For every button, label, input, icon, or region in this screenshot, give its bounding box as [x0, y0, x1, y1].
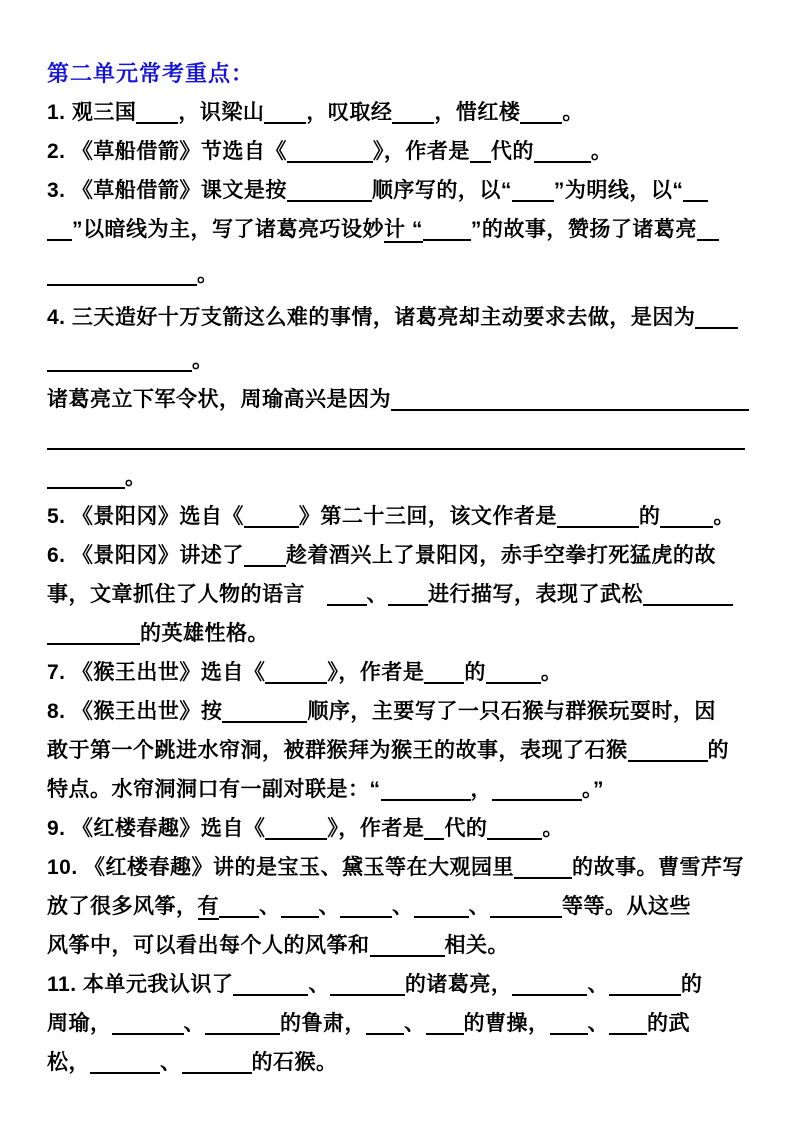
- fill-blank: [423, 236, 471, 241]
- text-segment: 有: [197, 895, 219, 918]
- text-segment: 3. 《草船借箭》课文是按: [47, 179, 287, 202]
- text-segment: 1. 观三国: [47, 101, 137, 124]
- text-segment: 敢于第一个跳进水帘洞，被群猴拜为猴王的故事，表现了石猴: [47, 739, 628, 762]
- text-segment: ”的故事，赞扬了诸葛亮: [470, 218, 697, 241]
- text-segment: 、: [366, 583, 388, 606]
- text-line: [47, 848, 745, 887]
- text-segment: 相关。: [444, 934, 509, 957]
- text-line: [47, 770, 745, 809]
- text-segment: 、: [259, 895, 281, 918]
- fill-blank: [47, 640, 140, 645]
- text-segment: 》，作者是: [372, 140, 470, 163]
- text-segment: 的: [464, 661, 486, 684]
- text-segment: 的故事。曹雪芹写: [572, 856, 745, 879]
- text-segment: 6. 《景阳冈》讲述了: [47, 544, 244, 567]
- fill-blank: [90, 1069, 160, 1074]
- text-segment: 特点。水帘洞洞口有一副对联是：“: [47, 778, 381, 801]
- fill-blank: [340, 913, 392, 918]
- fill-blank: [514, 874, 572, 879]
- text-segment: 的武: [647, 1012, 690, 1035]
- text-line: [47, 341, 745, 380]
- text-line: [47, 887, 745, 926]
- text-segment: ，叹取经: [306, 101, 393, 124]
- text-line: [47, 965, 745, 1004]
- text-segment: 7. 《猴王出世》选自《: [47, 661, 266, 684]
- fill-blank: [265, 679, 327, 684]
- fill-blank: [264, 119, 306, 124]
- text-line: [47, 93, 745, 132]
- text-segment: 计 “: [384, 218, 423, 241]
- text-segment: 的石猴。: [251, 1051, 338, 1074]
- fill-blank: [47, 236, 72, 241]
- fill-blank: [695, 324, 738, 329]
- text-segment: 。: [197, 263, 219, 286]
- text-segment: 、: [392, 895, 414, 918]
- fill-blank: [643, 601, 733, 606]
- text-segment: 顺序，主要写了一只石猴与群猴玩耍时，因: [307, 700, 716, 723]
- text-segment: 9. 《红楼春趣》选自《: [47, 817, 266, 840]
- text-segment: 10. 《红楼春趣》讲的是宝玉、黛玉等在大观园里: [47, 856, 515, 879]
- text-line: [47, 536, 745, 575]
- text-segment: 8. 《猴王出世》按: [47, 700, 223, 723]
- text-segment: 。: [562, 101, 584, 124]
- text-line: [47, 132, 745, 171]
- text-segment: 的英雄性格。: [140, 622, 269, 645]
- text-line: [47, 255, 745, 294]
- text-segment: 的: [707, 739, 729, 762]
- text-line: [47, 380, 745, 419]
- text-segment: ”以暗线为主，写了诸葛亮巧设妙: [72, 218, 384, 241]
- fill-blank: [487, 835, 542, 840]
- text-segment: 。: [192, 349, 214, 372]
- text-line: [47, 575, 745, 614]
- fill-blank: [381, 796, 471, 801]
- text-segment: 周瑜，: [47, 1012, 112, 1035]
- text-segment: 。: [713, 505, 735, 528]
- text-segment: 。: [542, 817, 564, 840]
- fill-blank: [330, 991, 405, 996]
- text-line: [47, 171, 745, 210]
- fill-blank: [660, 523, 713, 528]
- fill-blank: [486, 679, 541, 684]
- text-segment: ，惜红楼: [434, 101, 521, 124]
- text-line: [47, 731, 745, 770]
- text-segment: 松，: [47, 1051, 90, 1074]
- text-segment: 、: [308, 973, 330, 996]
- fill-blank: [222, 718, 307, 723]
- text-segment: 的: [680, 973, 703, 996]
- text-segment: 。: [540, 661, 563, 684]
- text-segment: 、: [160, 1051, 182, 1074]
- fill-blank: [557, 523, 639, 528]
- fill-blank: [47, 367, 192, 372]
- fill-blank: [47, 445, 745, 450]
- fill-blank: [534, 158, 591, 163]
- text-segment: 代的: [444, 817, 488, 840]
- fill-blank: [233, 991, 308, 996]
- fill-blank: [112, 1030, 184, 1035]
- text-segment: 的曹操，: [463, 1012, 550, 1035]
- text-segment: 的鲁肃，: [280, 1012, 366, 1035]
- text-segment: 》，作者是: [327, 661, 425, 684]
- text-segment: 、: [318, 895, 340, 918]
- text-segment: 、: [587, 1012, 609, 1035]
- text-segment: ”为明线，以“: [553, 179, 684, 202]
- fill-blank: [391, 406, 749, 411]
- text-segment: 事，文章抓住了人物的语言: [47, 583, 327, 606]
- text-segment: 2. 《草船借箭》节选自《: [47, 140, 287, 163]
- text-segment: 风筝中，可以看出每个人的风筝和: [47, 934, 370, 957]
- fill-blank: [392, 119, 434, 124]
- fill-blank: [492, 796, 582, 801]
- fill-blank: [550, 1030, 588, 1035]
- text-segment: 11. 本单元我认识了: [47, 973, 234, 996]
- text-segment: 顺序写的，以“: [371, 179, 512, 202]
- fill-blank: [182, 1069, 252, 1074]
- text-segment: 》第二十三回，该文作者是: [298, 505, 557, 528]
- fill-blank: [327, 601, 367, 606]
- fill-blank: [697, 236, 719, 241]
- text-segment: 放了很多风筝，: [47, 895, 198, 918]
- text-segment: 。: [590, 140, 613, 163]
- text-line: [47, 809, 745, 848]
- text-segment: 的: [638, 505, 661, 528]
- fill-blank: [414, 913, 469, 918]
- fill-blank: [512, 991, 587, 996]
- fill-blank: [512, 197, 554, 202]
- text-segment: ，: [470, 778, 492, 801]
- fill-blank: [470, 158, 491, 163]
- fill-blank: [244, 523, 299, 528]
- text-segment: 、: [468, 895, 490, 918]
- fill-blank: [370, 952, 445, 957]
- text-segment: 。”: [582, 778, 604, 801]
- fill-blank: [424, 835, 444, 840]
- text-segment: 诸葛亮立下军令状，周瑜高兴是因为: [47, 388, 391, 411]
- text-line: [47, 210, 745, 249]
- text-line: [47, 653, 745, 692]
- text-segment: 、: [404, 1012, 426, 1035]
- fill-blank: [424, 679, 464, 684]
- worksheet-body: [47, 93, 745, 1082]
- text-line: [47, 614, 745, 653]
- fill-blank: [47, 484, 125, 489]
- fill-blank: [490, 913, 562, 918]
- text-segment: 5. 《景阳冈》选自《: [47, 505, 244, 528]
- text-segment: 、: [183, 1012, 205, 1035]
- text-segment: 进行描写，表现了武松: [428, 583, 643, 606]
- fill-blank: [609, 991, 681, 996]
- text-segment: 、: [587, 973, 609, 996]
- fill-blank: [609, 1030, 647, 1035]
- fill-blank: [683, 197, 708, 202]
- text-segment: 》，作者是: [327, 817, 425, 840]
- fill-blank: [205, 1030, 280, 1035]
- text-segment: 4. 三天造好十万支箭这么难的事情，诸葛亮却主动要求去做，是因为: [47, 306, 696, 329]
- fill-blank: [47, 281, 197, 286]
- fill-blank: [366, 1030, 404, 1035]
- text-line: [47, 1043, 745, 1082]
- text-segment: 趁着酒兴上了景阳冈，赤手空拳打死猛虎的故: [285, 544, 716, 567]
- page-title: 第二单元常考重点：: [47, 61, 255, 86]
- fill-blank: [219, 913, 259, 918]
- fill-blank: [287, 158, 373, 163]
- fill-blank: [136, 119, 178, 124]
- text-line: [47, 419, 745, 458]
- text-segment: 的诸葛亮，: [404, 973, 513, 996]
- fill-blank: [281, 913, 319, 918]
- text-segment: 等等。从这些: [562, 895, 691, 918]
- text-segment: ，识梁山: [178, 101, 265, 124]
- text-line: [47, 298, 745, 337]
- text-segment: 代的: [490, 140, 534, 163]
- fill-blank: [287, 197, 372, 202]
- fill-blank: [388, 601, 428, 606]
- fill-blank: [520, 119, 562, 124]
- text-line: [47, 497, 745, 536]
- fill-blank: [265, 835, 327, 840]
- text-line: [47, 1004, 745, 1043]
- fill-blank: [426, 1030, 464, 1035]
- fill-blank: [628, 757, 708, 762]
- text-segment: 。: [125, 466, 147, 489]
- text-line: [47, 458, 745, 497]
- text-line: [47, 692, 745, 731]
- fill-blank: [244, 562, 286, 567]
- text-line: [47, 926, 745, 965]
